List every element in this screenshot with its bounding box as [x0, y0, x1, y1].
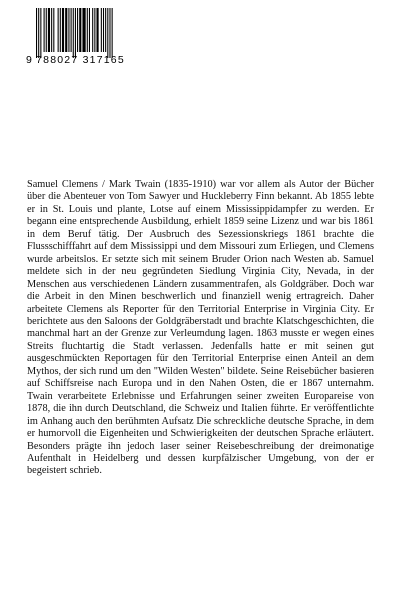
- barcode-bar: [44, 8, 45, 52]
- barcode-bar: [60, 8, 61, 52]
- barcode-bar: [38, 8, 39, 58]
- barcode-bar: [105, 8, 106, 52]
- barcode-bar: [92, 8, 93, 52]
- barcode-bar: [101, 8, 102, 52]
- barcode-bar: [48, 8, 50, 52]
- back-cover-blurb: Samuel Clemens / Mark Twain (1835-1910) war vor allem als Autor der Bücher über die Abenteuer von Tom Sawyer und Huckleberry Finn bekannt. Ab 1855 lebte er in St. Louis und plante, Lotse auf einem Mississippidampfer zu werden. Er begann eine entsprechende Ausbildung, erhielt 1859 seine Lizenz und war bis 1861 in dem Beruf tätig. Der Ausbruch des Sezessionskriegs 1861 brachte die Flussschifffahrt auf dem Mississippi und dem Missouri zum Erliegen, und Clemens wurde arbeitslos. Er setzte sich mit seinem Bruder Orion nach Westen ab. Samuel meldete sich in der neu gegründeten Siedlung Virginia City, Nevada, in der Menschen aus verschiedenen Ländern zusammentrafen, als Goldgräber. Doch war die Arbeit in den Minen beschwerlich und finanziell wenig ertragreich. Daher arbeitete Clemens als Reporter für den Territorial Enterprise in Virginia City. Er berichtete aus den Saloons der Goldgräberstadt und brachte Klatschgeschichten, die manchmal hart an der Grenze zur Verleumdung lagen. 1863 musste er wegen eines Streits fluchtartig die Stadt verlassen. Jedenfalls hatte er mit seinen gut ausgeschmückten Reportagen für den Territorial Enterprise einen Anteil an dem Mythos, der sich rund um den "Wilden Westen" bildete. Seine Reisebücher basieren auf Schiffsreise nach Europa und in den Nahen Osten, die er 1867 unternahm. Twain verarbeitete Erlebnisse und Erfahrungen seiner zweiten Europareise von 1878, die ihn durch Deutschland, die Schweiz und Italien führte. Er veröffentlichte im Anhang auch den berühmten Aufsatz Die schreckliche deutsche Sprache, in dem er humorvoll die Eigenheiten und Schwierigkeiten der deutschen Sprache erläutert. Besonders prägte ihn jedoch laser seiner Reisebeschreibung der dreimonatige Aufenthalt in Heidelberg und dessen kurpfälzischer Umgebung, von der er begeistert schrieb.: [27, 179, 374, 477]
- barcode-bar: [112, 8, 113, 58]
- barcode-left-digits: 788027: [36, 54, 79, 66]
- barcode-bar: [87, 8, 88, 52]
- barcode-bar: [82, 8, 85, 52]
- barcode-bar: [107, 8, 108, 58]
- barcode-bar: [40, 8, 41, 58]
- barcode-bar: [71, 8, 72, 52]
- barcode-bar: [103, 8, 104, 52]
- barcode-bar: [79, 8, 81, 52]
- barcode-bar: [53, 8, 54, 52]
- barcode-number: [26, 54, 127, 66]
- barcode-bar: [46, 8, 47, 52]
- isbn-barcode: [26, 8, 127, 68]
- barcode-bar: [62, 8, 64, 52]
- barcode-bar: [58, 8, 59, 52]
- barcode-bar: [109, 8, 110, 58]
- barcode-lead-digit: 9: [26, 54, 33, 66]
- barcode-bar: [75, 8, 76, 58]
- barcode-bar: [89, 8, 90, 52]
- barcode-right-digits: 317165: [82, 54, 125, 66]
- barcode-bar: [51, 8, 52, 52]
- barcode-bar: [94, 8, 95, 52]
- barcode-bar: [36, 8, 37, 58]
- barcode-bar: [73, 8, 74, 58]
- barcode-bar: [77, 8, 78, 52]
- barcode-bar: [68, 8, 69, 52]
- barcode-bar: [65, 8, 67, 52]
- barcode-bar: [96, 8, 98, 52]
